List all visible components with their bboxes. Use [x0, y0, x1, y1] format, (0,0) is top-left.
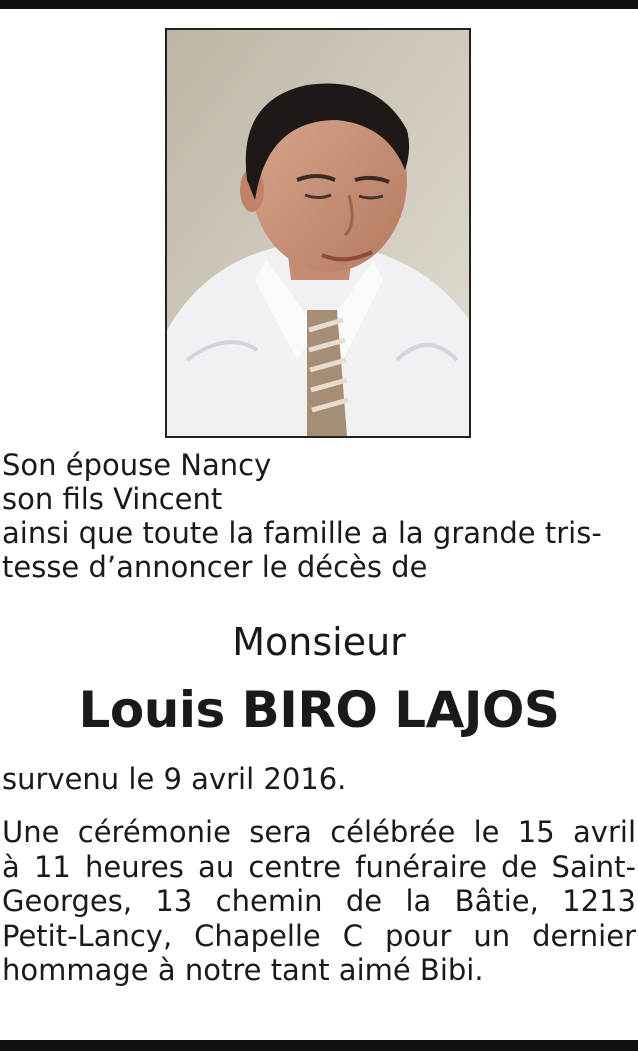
intro-line: tesse d’annoncer le décès de — [2, 550, 428, 584]
honorific: Monsieur — [232, 620, 406, 664]
portrait-image — [167, 30, 469, 436]
date-line: survenu le 9 avril 2016. — [2, 762, 347, 796]
top-rule — [0, 0, 638, 9]
deceased-name: Louis BIRO LAJOS — [78, 681, 560, 739]
intro-line: son fils Vincent — [2, 482, 223, 516]
intro-line: Son épouse Nancy — [2, 448, 272, 482]
ceremony-paragraph — [2, 815, 636, 988]
ceremony-line: à 11 heures au centre funéraire de Saint- — [2, 849, 636, 884]
bottom-rule — [0, 1040, 638, 1051]
ceremony-line: Petit-Lancy, Chapelle C pour un dernier — [2, 918, 636, 953]
portrait-photo — [165, 28, 471, 438]
ceremony-line: hommage à notre tant aimé Bibi. — [2, 953, 484, 987]
intro-line: ainsi que toute la famille a la grande tris- — [2, 516, 602, 550]
ceremony-line: Georges, 13 chemin de la Bâtie, 1213 — [2, 884, 636, 918]
intro-paragraph — [2, 448, 636, 584]
ceremony-line: Une cérémonie sera célébrée le 15 avril — [2, 815, 636, 849]
